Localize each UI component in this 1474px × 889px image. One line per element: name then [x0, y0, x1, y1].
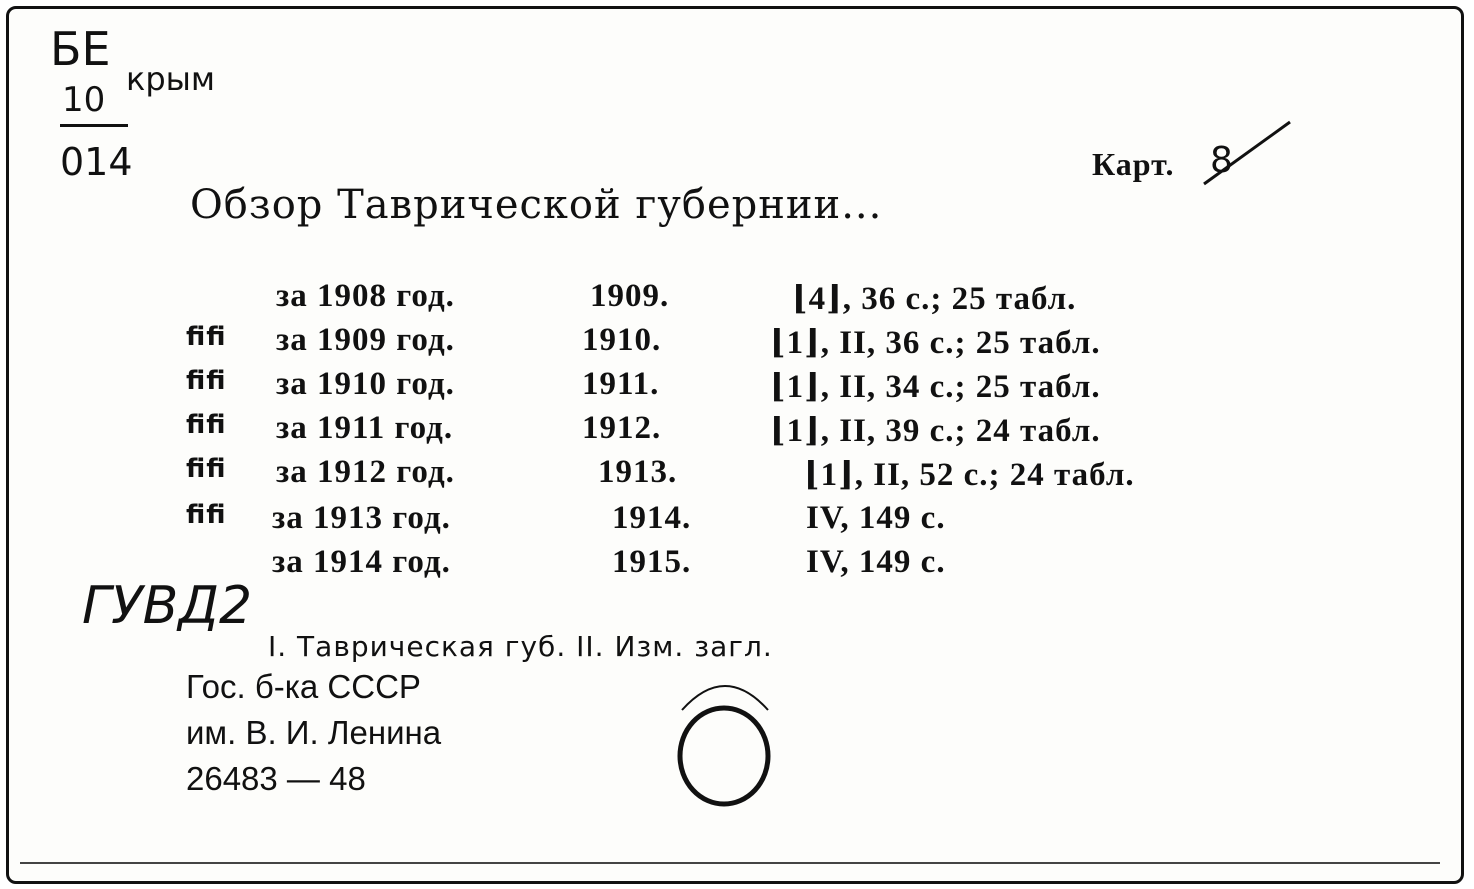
stamp-mark: ﬁﬁ [186, 366, 227, 396]
entry-period: за 1914 год. [272, 544, 451, 580]
entry-year: 1910. [582, 322, 662, 358]
scan-edge-line [20, 862, 1440, 864]
entry-year: 1913. [598, 454, 678, 490]
entry-extent: ⌊1⌋, II, 36 с.; 25 табл. [770, 325, 1101, 361]
entry-row [0, 410, 1474, 454]
entry-extent: ⌊1⌋, II, 34 с.; 25 табл. [770, 369, 1101, 405]
library-line-1: Гос. б-ка СССР [186, 668, 421, 705]
entry-row [0, 366, 1474, 410]
entry-extent: ⌊1⌋, II, 52 с.; 24 табл. [804, 457, 1135, 493]
record-title: Обзор Таврической губернии... [190, 182, 883, 228]
entry-period: за 1910 год. [276, 366, 455, 402]
subject-headings: I. Таврическая губ. II. Изм. загл. [268, 630, 773, 663]
entry-period: за 1908 год. [276, 278, 455, 314]
handwritten-code-top: БЕ [50, 22, 111, 76]
entry-extent: ⌊4⌋, 36 с.; 25 табл. [792, 281, 1077, 317]
entry-extent: ⌊1⌋, II, 39 с.; 24 табл. [770, 413, 1101, 449]
entry-row [0, 454, 1474, 498]
entry-year: 1915. [612, 544, 692, 580]
entry-period: за 1912 год. [276, 454, 455, 490]
entry-year: 1912. [582, 410, 662, 446]
handwritten-fraction-line [60, 124, 128, 127]
entry-period: за 1911 год. [276, 410, 454, 446]
entry-year: 1909. [590, 278, 670, 314]
stamp-mark: ﬁﬁ [186, 454, 227, 484]
entry-extent: IV, 149 с. [806, 544, 946, 580]
entry-row [0, 322, 1474, 366]
entry-year: 1914. [612, 500, 692, 536]
library-line-3: 26483 — 48 [186, 760, 366, 797]
card-label: Карт. [1092, 146, 1175, 182]
punch-hole-icon [670, 670, 780, 810]
pen-stroke-icon [1200, 118, 1300, 188]
entry-row [0, 278, 1474, 322]
handwritten-number-bottom: 014 [60, 140, 133, 184]
stamp-mark: ﬁﬁ [186, 322, 227, 352]
handwritten-subject: крым [126, 60, 216, 98]
entry-period: за 1909 год. [276, 322, 455, 358]
entry-period: за 1913 год. [272, 500, 451, 536]
handwritten-number-top: 10 [62, 80, 106, 120]
handwritten-shelf-code: ГУВД2 [82, 576, 253, 636]
stamp-mark: ﬁﬁ [186, 410, 227, 440]
entry-year: 1911. [582, 366, 660, 402]
stamp-mark: ﬁﬁ [186, 500, 227, 530]
entry-extent: IV, 149 с. [806, 500, 946, 536]
card-number: 8 [1210, 140, 1233, 181]
library-line-2: им. В. И. Ленина [186, 714, 442, 751]
entry-row [0, 500, 1474, 544]
